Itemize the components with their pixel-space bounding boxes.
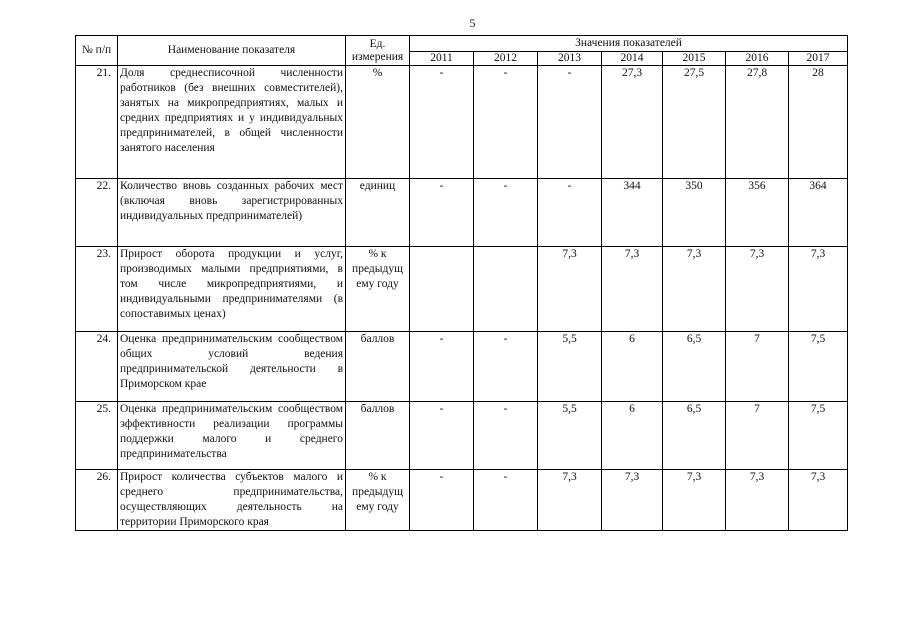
value-cell: 6,5 <box>663 402 726 470</box>
value-cell: 7,3 <box>663 247 726 332</box>
table-row <box>76 66 848 179</box>
header-unit: Ед. измерения <box>346 36 410 66</box>
table-row <box>76 332 848 402</box>
header-year: 2016 <box>726 52 789 66</box>
header-year: 2015 <box>663 52 726 66</box>
row-number: 25. <box>76 402 118 470</box>
indicator-name: Доля среднесписочной численности работников (без внешних совместителей), занятых на микропредприятиях, малых и средних предприятиях и у индивидуальных предпринимателей, в общей численности занятого населения <box>118 66 346 179</box>
table-row <box>76 470 848 531</box>
header-values: Значения показателей <box>410 36 848 52</box>
unit-cell: % <box>346 66 410 179</box>
value-cell: - <box>410 470 474 531</box>
value-cell: - <box>474 179 538 247</box>
value-cell: 350 <box>663 179 726 247</box>
value-cell: 7,3 <box>602 247 663 332</box>
unit-cell: единиц <box>346 179 410 247</box>
value-cell: 7 <box>726 402 789 470</box>
unit-cell: % к предыдущ ему году <box>346 470 410 531</box>
value-cell: 7 <box>726 332 789 402</box>
value-cell <box>474 247 538 332</box>
value-cell: - <box>474 470 538 531</box>
value-cell: - <box>410 332 474 402</box>
indicator-name: Прирост количества субъектов малого и среднего предпринимательства, осуществляющих деятельность на территории Приморского края <box>118 470 346 531</box>
value-cell: 27,5 <box>663 66 726 179</box>
value-cell: 7,3 <box>538 247 602 332</box>
table-body <box>76 66 848 531</box>
row-number: 24. <box>76 332 118 402</box>
value-cell: 356 <box>726 179 789 247</box>
header-year: 2012 <box>474 52 538 66</box>
value-cell: 7,3 <box>663 470 726 531</box>
indicator-name: Количество вновь созданных рабочих мест (включая вновь зарегистрированных индивидуальных предпринимателей) <box>118 179 346 247</box>
header-year: 2011 <box>410 52 474 66</box>
value-cell: 7,3 <box>726 470 789 531</box>
value-cell: 7,3 <box>726 247 789 332</box>
value-cell: - <box>474 332 538 402</box>
value-cell: - <box>410 179 474 247</box>
row-number: 22. <box>76 179 118 247</box>
value-cell: - <box>474 66 538 179</box>
unit-cell: баллов <box>346 332 410 402</box>
header-year: 2017 <box>789 52 848 66</box>
header-num: № п/п <box>76 36 118 66</box>
value-cell: 5,5 <box>538 332 602 402</box>
value-cell: 27,8 <box>726 66 789 179</box>
value-cell: - <box>538 179 602 247</box>
value-cell: 6 <box>602 402 663 470</box>
table-header <box>76 36 848 66</box>
value-cell: 7,3 <box>789 247 848 332</box>
value-cell: 7,3 <box>602 470 663 531</box>
value-cell: - <box>410 66 474 179</box>
value-cell: 6 <box>602 332 663 402</box>
page-number: 5 <box>469 16 476 30</box>
header-year: 2013 <box>538 52 602 66</box>
value-cell: - <box>410 402 474 470</box>
value-cell: 7,5 <box>789 402 848 470</box>
table-row <box>76 179 848 247</box>
value-cell: 364 <box>789 179 848 247</box>
value-cell: 5,5 <box>538 402 602 470</box>
value-cell: 6,5 <box>663 332 726 402</box>
value-cell: 28 <box>789 66 848 179</box>
indicator-name: Прирост оборота продукции и услуг, производимых малыми предприятиями, в том числе микропредприятиями, и индивидуальными предпринимателями (в сопоставимых ценах) <box>118 247 346 332</box>
indicators-table <box>75 35 848 531</box>
row-number: 26. <box>76 470 118 531</box>
value-cell: 7,5 <box>789 332 848 402</box>
indicator-name: Оценка предпринимательским сообществом общих условий ведения предпринимательской деятельности в Приморском крае <box>118 332 346 402</box>
value-cell: 344 <box>602 179 663 247</box>
value-cell: 27,3 <box>602 66 663 179</box>
value-cell: - <box>474 402 538 470</box>
row-number: 21. <box>76 66 118 179</box>
value-cell: 7,3 <box>789 470 848 531</box>
value-cell <box>410 247 474 332</box>
header-name: Наименование показателя <box>118 36 346 66</box>
unit-cell: баллов <box>346 402 410 470</box>
header-year: 2014 <box>602 52 663 66</box>
value-cell: 7,3 <box>538 470 602 531</box>
indicator-name: Оценка предпринимательским сообществом эффективности реализации программы поддержки малого и среднего предпринимательства <box>118 402 346 470</box>
table-row <box>76 247 848 332</box>
unit-cell: % к предыдущ ему году <box>346 247 410 332</box>
value-cell: - <box>538 66 602 179</box>
table-row <box>76 402 848 470</box>
row-number: 23. <box>76 247 118 332</box>
